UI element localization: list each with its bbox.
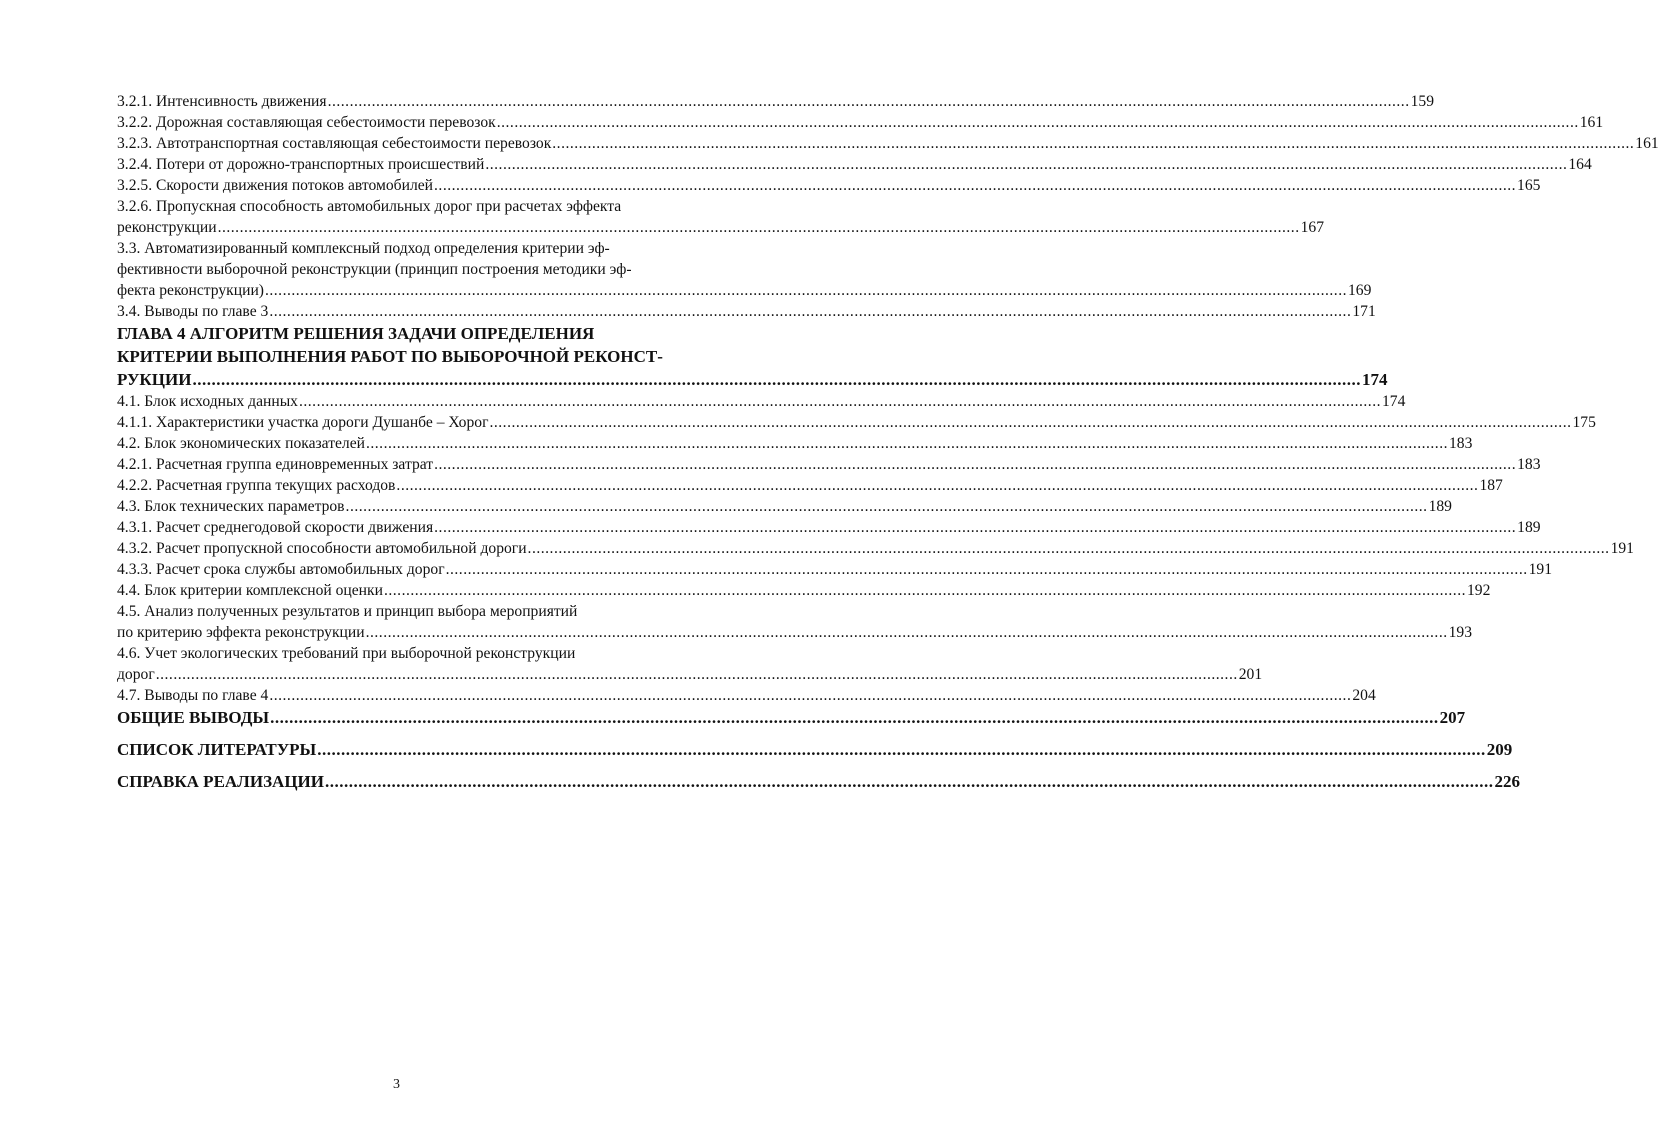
toc-entry xyxy=(117,622,1472,643)
toc-entry xyxy=(117,454,1541,475)
toc-leader-dots xyxy=(366,433,1448,454)
toc-entry-title: фекта реконструкции) xyxy=(117,282,264,299)
toc-entry-page: 189 xyxy=(1428,498,1452,515)
toc-entry xyxy=(117,433,1473,454)
page-number: 3 xyxy=(393,1077,400,1092)
toc-leader-dots xyxy=(528,538,1610,559)
toc-entry-page: 159 xyxy=(1410,93,1434,110)
toc-entry-page: 165 xyxy=(1517,177,1541,194)
toc-leader-dots xyxy=(485,154,1567,175)
toc-entry xyxy=(117,770,1520,793)
toc-leader-dots xyxy=(346,496,1428,517)
toc-entry-page: 187 xyxy=(1479,477,1503,494)
toc-entry-page: 226 xyxy=(1494,772,1520,791)
toc-leader-dots xyxy=(328,91,1410,112)
toc-entry-page: 161 xyxy=(1635,135,1659,152)
toc-entry-title: 4.1.1. Характеристики участка дороги Душанбе – Хорог xyxy=(117,414,489,431)
toc-entry-page: 183 xyxy=(1517,456,1541,473)
toc-entry xyxy=(117,475,1503,496)
toc-entry-title: 4.2. Блок экономических показателей xyxy=(117,435,365,452)
toc-entry-title: 3.3. Автоматизированный комплексный подход определения критерии эф- xyxy=(117,240,610,257)
toc-entry xyxy=(117,643,733,664)
toc-entry-page: 175 xyxy=(1572,414,1596,431)
toc-entry-page: 204 xyxy=(1352,687,1376,704)
toc-entry-page: 192 xyxy=(1466,582,1491,599)
toc-entry xyxy=(117,412,1596,433)
toc-leader-dots xyxy=(218,217,1300,238)
toc-entry-title: 3.2.5. Скорости движения потоков автомобилей xyxy=(117,177,434,194)
toc-entry xyxy=(117,685,1376,706)
toc-leader-dots xyxy=(552,133,1634,154)
toc-entry-title: 4.3.2. Расчет пропускной способности автомобильной дороги xyxy=(117,540,527,557)
toc-leader-dots xyxy=(434,454,1516,475)
toc-leader-dots xyxy=(489,412,1571,433)
toc-entry-title: 3.2.1. Интенсивность движения xyxy=(117,93,327,110)
toc-entry xyxy=(117,259,733,280)
toc-entry xyxy=(117,175,1541,196)
table-of-contents xyxy=(117,91,1659,793)
toc-entry-title: КРИТЕРИИ ВЫПОЛНЕНИЯ РАБОТ ПО ВЫБОРОЧНОЙ РЕКОНСТ- xyxy=(117,347,663,366)
toc-leader-dots xyxy=(269,301,1351,322)
toc-entry-title: 3.2.3. Автотранспортная составляющая себестоимости перевозок xyxy=(117,135,552,152)
toc-entry-title: СПИСОК ЛИТЕРАТУРЫ xyxy=(117,740,317,759)
toc-entry-page: 174 xyxy=(1361,370,1388,389)
toc-leader-dots xyxy=(156,664,1238,685)
toc-entry xyxy=(117,664,1263,685)
toc-entry-title: 3.4. Выводы по главе 3 xyxy=(117,303,269,320)
toc-entry-title: 4.2.1. Расчетная группа единовременных затрат xyxy=(117,456,434,473)
toc-leader-dots xyxy=(317,738,1486,761)
toc-entry xyxy=(117,368,1388,391)
toc-entry xyxy=(117,517,1541,538)
toc-entry-title: по критерию эффекта реконструкции xyxy=(117,624,365,641)
toc-entry-page: 171 xyxy=(1352,303,1376,320)
toc-entry-title: 4.3.1. Расчет среднегодовой скорости движения xyxy=(117,519,434,536)
toc-entry-title: 3.2.6. Пропускная способность автомобильных дорог при расчетах эффекта xyxy=(117,198,622,215)
toc-entry-page: 169 xyxy=(1348,282,1372,299)
toc-leader-dots xyxy=(434,517,1516,538)
toc-entry xyxy=(117,345,733,368)
toc-entry xyxy=(117,280,1372,301)
toc-entry-title: фективности выборочной реконструкции (принцип построения методики эф- xyxy=(117,261,632,278)
toc-entry xyxy=(117,601,733,622)
toc-entry-title: реконструкции xyxy=(117,219,217,236)
toc-entry xyxy=(117,238,733,259)
toc-entry xyxy=(117,196,733,217)
toc-entry-title: ГЛАВА 4 АЛГОРИТМ РЕШЕНИЯ ЗАДАЧИ ОПРЕДЕЛЕНИЯ xyxy=(117,324,595,343)
toc-leader-dots xyxy=(396,475,1478,496)
toc-entry xyxy=(117,538,1634,559)
toc-entry-title: 4.6. Учет экологических требований при выборочной реконструкции xyxy=(117,645,576,662)
toc-entry-page: 161 xyxy=(1579,114,1604,131)
toc-leader-dots xyxy=(299,391,1381,412)
toc-leader-dots xyxy=(434,175,1516,196)
toc-entry-title: дорог xyxy=(117,666,155,683)
toc-entry xyxy=(117,133,1659,154)
toc-entry-title: 4.3. Блок технических параметров xyxy=(117,498,345,515)
toc-entry-page: 207 xyxy=(1439,708,1466,727)
toc-leader-dots xyxy=(497,112,1579,133)
toc-entry-title: 4.2.2. Расчетная группа текущих расходов xyxy=(117,477,396,494)
toc-entry-title: 4.4. Блок критерии комплексной оценки xyxy=(117,582,383,599)
toc-entry-title: РУКЦИИ xyxy=(117,370,192,389)
toc-entry-title: 4.5. Анализ полученных результатов и принцип выбора мероприятий xyxy=(117,603,578,620)
toc-entry-title: 4.1. Блок исходных данных xyxy=(117,393,298,410)
toc-entry-title: ОБЩИЕ ВЫВОДЫ xyxy=(117,708,270,727)
toc-entry-title: СПРАВКА РЕАЛИЗАЦИИ xyxy=(117,772,324,791)
toc-entry-page: 167 xyxy=(1300,219,1324,236)
toc-entry xyxy=(117,580,1491,601)
toc-leader-dots xyxy=(366,622,1448,643)
toc-entry xyxy=(117,391,1406,412)
toc-entry xyxy=(117,738,1513,761)
toc-entry-page: 189 xyxy=(1517,519,1541,536)
toc-leader-dots xyxy=(192,368,1361,391)
toc-entry xyxy=(117,559,1552,580)
toc-entry xyxy=(117,91,1434,112)
toc-entry-title: 4.3.3. Расчет срока службы автомобильных дорог xyxy=(117,561,445,578)
toc-leader-dots xyxy=(325,770,1494,793)
toc-entry-title: 4.7. Выводы по главе 4 xyxy=(117,687,269,704)
toc-leader-dots xyxy=(265,280,1347,301)
toc-entry-title: 3.2.4. Потери от дорожно-транспортных происшествий xyxy=(117,156,485,173)
toc-entry-page: 191 xyxy=(1528,561,1552,578)
toc-leader-dots xyxy=(269,685,1351,706)
toc-entry xyxy=(117,496,1452,517)
toc-leader-dots xyxy=(270,706,1439,729)
toc-entry xyxy=(117,217,1324,238)
toc-entry xyxy=(117,706,1466,729)
toc-leader-dots xyxy=(384,580,1466,601)
toc-entry-page: 183 xyxy=(1449,435,1473,452)
toc-entry-page: 174 xyxy=(1382,393,1406,410)
toc-entry xyxy=(117,322,733,345)
toc-entry xyxy=(117,301,1376,322)
toc-leader-dots xyxy=(446,559,1528,580)
toc-entry xyxy=(117,112,1604,133)
toc-entry-page: 209 xyxy=(1486,740,1513,759)
toc-entry xyxy=(117,154,1592,175)
toc-entry-title: 3.2.2. Дорожная составляющая себестоимости перевозок xyxy=(117,114,496,131)
toc-entry-page: 191 xyxy=(1610,540,1634,557)
toc-entry-page: 201 xyxy=(1238,666,1263,683)
toc-entry-page: 164 xyxy=(1568,156,1592,173)
toc-entry-page: 193 xyxy=(1448,624,1472,641)
